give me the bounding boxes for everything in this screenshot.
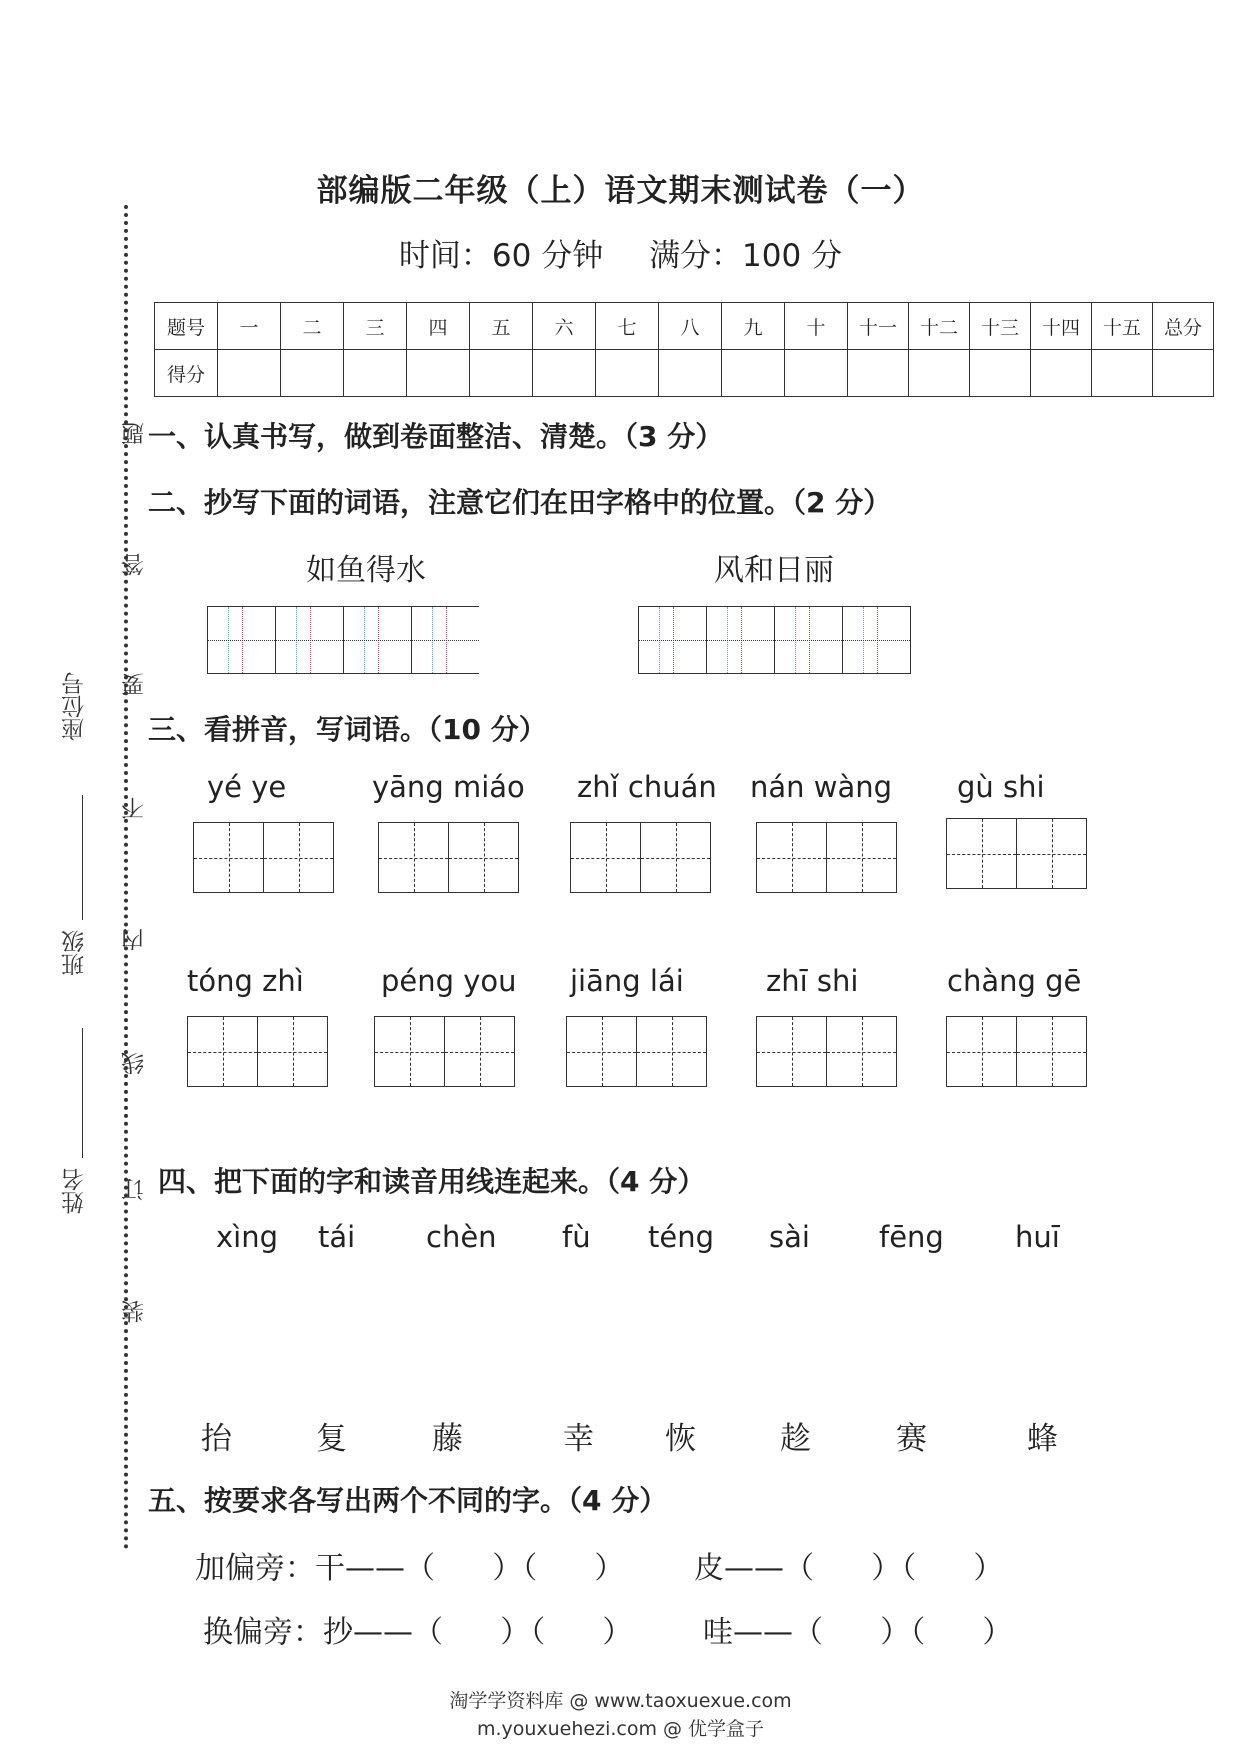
table-cell: 十二 [909,303,970,350]
binding-char: 答 [122,553,148,576]
score-input-cell[interactable] [848,350,909,397]
score-input-cell[interactable] [659,350,722,397]
pinyin-label: nán wàng [750,770,893,804]
grid-cell[interactable] [639,607,707,673]
writing-grid[interactable] [378,822,519,893]
writing-grid[interactable] [566,1016,707,1087]
pinyin-label: zhī shi [766,964,859,998]
pinyin-label: zhǐ chuán [577,770,717,804]
grid-cell[interactable] [344,607,412,673]
table-cell: 得分 [155,350,218,397]
fill-line[interactable]: 皮——（ ）（ ） [694,1551,1004,1586]
grid-cell[interactable] [827,1017,896,1086]
table-cell: 十四 [1031,303,1092,350]
table-cell: 五 [470,303,533,350]
footer-source: 淘学学资料库 @ www.taoxuexue.com [449,1690,792,1712]
grid-cell[interactable] [775,607,843,673]
fill-line[interactable]: 哇——（ ）（ ） [703,1615,1013,1650]
tianzi-grid[interactable] [207,606,479,674]
score-input-cell[interactable] [1031,350,1092,397]
table-cell: 十三 [970,303,1031,350]
match-pinyin[interactable]: tái [318,1220,356,1254]
table-cell: 六 [533,303,596,350]
copy-word: 风和日丽 [714,553,834,588]
grid-cell[interactable] [757,823,827,892]
grid-cell[interactable] [449,823,518,892]
score-input-cell[interactable] [533,350,596,397]
table-cell: 十一 [848,303,909,350]
score-table-header-row [155,303,1214,350]
table-cell: 二 [281,303,344,350]
table-cell: 三 [344,303,407,350]
match-pinyin[interactable]: chèn [426,1220,497,1254]
section-2-heading: 二、抄写下面的词语，注意它们在田字格中的位置。（2 分） [148,486,892,519]
writing-grid[interactable] [756,822,897,893]
match-pinyin[interactable]: fù [562,1220,591,1254]
full-score-label: 满分：100 分 [649,238,843,274]
match-pinyin[interactable]: sài [769,1220,810,1254]
seat-number-label: 座位号 [62,672,88,741]
score-table-score-row [155,350,1214,397]
binding-char: 要 [122,673,148,696]
binding-char: 线 [122,1052,148,1075]
name-blank-line[interactable] [82,1028,83,1158]
exam-info [0,230,1241,275]
grid-cell[interactable] [757,1017,827,1086]
match-pinyin[interactable]: téng [648,1220,715,1254]
fill-line[interactable]: 换偏旁：抄——（ ）（ ） [203,1615,633,1650]
section-3-heading: 三、看拼音，写词语。（10 分） [148,713,547,746]
grid-cell[interactable] [188,1017,258,1086]
grid-cell[interactable] [571,823,641,892]
binding-char: 题 [122,422,148,445]
writing-grid[interactable] [946,818,1087,889]
exam-title: 部编版二年级（上）语文期末测试卷（一） [316,173,925,209]
score-input-cell[interactable] [344,350,407,397]
grid-cell[interactable] [637,1017,706,1086]
writing-grid[interactable] [374,1016,515,1087]
match-pinyin[interactable]: xìng [216,1220,279,1254]
writing-grid[interactable] [193,822,334,893]
score-input-cell[interactable] [970,350,1031,397]
pinyin-label: chàng gē [947,964,1082,998]
writing-grid[interactable] [570,822,711,893]
score-table [154,302,1214,397]
score-input-cell[interactable] [1153,350,1214,397]
match-char[interactable]: 蜂 [1027,1421,1058,1457]
binding-char: 装 [122,1300,148,1323]
match-char[interactable]: 恢 [665,1421,696,1457]
match-char[interactable]: 藤 [432,1421,463,1457]
grid-cell[interactable] [379,823,449,892]
grid-cell[interactable] [1017,1017,1086,1086]
grid-cell[interactable] [641,823,710,892]
pinyin-label: péng you [381,964,517,998]
tianzi-grid[interactable] [638,606,911,674]
grid-cell[interactable] [707,607,775,673]
pinyin-label: tóng zhì [187,964,304,998]
binding-char: 内 [122,928,148,951]
grid-cell[interactable] [947,1017,1017,1086]
time-label: 时间：60 分钟 [398,238,604,274]
table-cell: 十五 [1092,303,1153,350]
binding-char: 订 [122,1178,148,1201]
score-input-cell[interactable] [281,350,344,397]
table-cell: 九 [722,303,785,350]
table-cell: 七 [596,303,659,350]
section-5-heading: 五、按要求各写出两个不同的字。（4 分） [148,1484,668,1517]
table-cell: 一 [218,303,281,350]
binding-char: 不 [122,797,148,820]
binding-dotted-line [124,205,128,1550]
table-cell: 八 [659,303,722,350]
score-input-cell[interactable] [785,350,848,397]
grid-cell[interactable] [264,823,333,892]
pinyin-label: yé ye [207,770,287,804]
grid-cell[interactable] [843,607,910,673]
class-label: 班级 [62,930,88,976]
grid-cell[interactable] [276,607,344,673]
score-input-cell[interactable] [470,350,533,397]
match-char[interactable]: 趁 [780,1421,811,1457]
score-input-cell[interactable] [407,350,470,397]
footer-source: m.youxuehezi.com @ 优学盒子 [476,1718,765,1740]
name-label: 姓名 [62,1168,88,1214]
grid-cell[interactable] [445,1017,514,1086]
match-char[interactable]: 抬 [201,1421,232,1457]
match-char[interactable]: 幸 [563,1421,594,1457]
grid-cell[interactable] [947,819,1017,888]
grid-cell[interactable] [412,607,479,673]
copy-word: 如鱼得水 [306,553,426,588]
writing-grid[interactable] [946,1016,1087,1087]
pinyin-label: gù shi [957,770,1045,804]
grid-cell[interactable] [208,607,276,673]
class-blank-line[interactable] [82,795,83,920]
grid-cell[interactable] [194,823,264,892]
match-char[interactable]: 复 [316,1421,347,1457]
writing-grid[interactable] [756,1016,897,1087]
pinyin-label: yāng miáo [372,770,525,804]
match-pinyin[interactable]: fēng [879,1220,944,1254]
match-char[interactable]: 赛 [896,1421,927,1457]
table-cell: 总分 [1153,303,1214,350]
match-pinyin[interactable]: huī [1015,1220,1060,1254]
section-4-heading: 四、把下面的字和读音用线连起来。（4 分） [158,1165,706,1198]
grid-cell[interactable] [375,1017,445,1086]
score-input-cell[interactable] [909,350,970,397]
grid-cell[interactable] [567,1017,637,1086]
grid-cell[interactable] [258,1017,327,1086]
score-input-cell[interactable] [218,350,281,397]
writing-grid[interactable] [187,1016,328,1087]
score-input-cell[interactable] [596,350,659,397]
grid-cell[interactable] [1017,819,1086,888]
fill-line[interactable]: 加偏旁：干——（ ）（ ） [195,1551,625,1586]
score-input-cell[interactable] [722,350,785,397]
section-1-heading: 一、认真书写，做到卷面整洁、清楚。（3 分） [148,420,724,453]
table-cell: 题号 [155,303,218,350]
table-cell: 四 [407,303,470,350]
pinyin-label: jiāng lái [570,964,684,998]
table-cell: 十 [785,303,848,350]
score-input-cell[interactable] [1092,350,1153,397]
grid-cell[interactable] [827,823,896,892]
